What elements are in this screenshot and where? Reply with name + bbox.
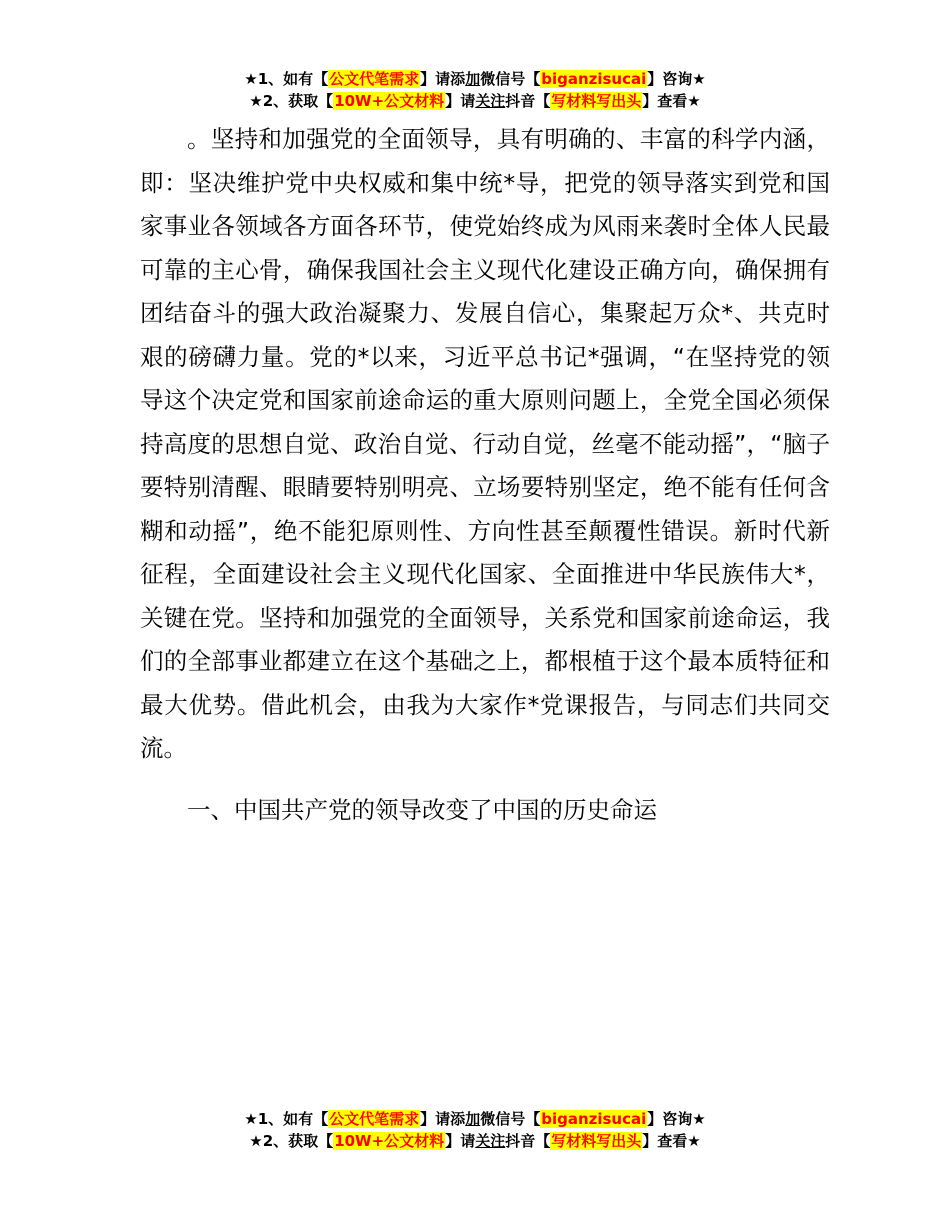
footer-banner-line-1	[0, 1108, 950, 1130]
header-line1-underlined: 加	[465, 70, 481, 88]
header-line2-underlined: 关注	[475, 92, 506, 110]
footer-line1-mid2: 微信号【	[480, 1110, 541, 1128]
footer-line1-prefix: ★1、如有【	[244, 1110, 329, 1128]
header-line1-prefix: ★1、如有【	[244, 70, 329, 88]
document-body	[140, 118, 830, 832]
section-heading: 一、中国共产党的领导改变了中国的历史命运	[187, 795, 657, 824]
header-line1-suffix: 】咨询★	[647, 70, 706, 88]
footer-banner	[0, 1108, 950, 1152]
footer-line2-mid2: 抖音【	[505, 1132, 551, 1150]
header-highlight-wechat-id: biganzisucai	[541, 70, 647, 88]
footer-line2-prefix: ★2、获取【	[249, 1132, 334, 1150]
footer-banner-line-2	[0, 1130, 950, 1152]
footer-highlight-wechat-id: biganzisucai	[541, 1110, 647, 1128]
footer-highlight-douyin: 写材料写出头	[551, 1132, 642, 1150]
footer-line2-suffix: 】查看★	[642, 1132, 701, 1150]
header-line2-suffix: 】查看★	[642, 92, 701, 110]
header-line2-mid2: 抖音【	[505, 92, 551, 110]
footer-line2-underlined: 关注	[475, 1132, 506, 1150]
footer-line2-mid1: 】请	[445, 1132, 476, 1150]
header-highlight-ghostwriting: 公文代笔需求	[329, 70, 420, 88]
header-banner-line-1	[0, 68, 950, 90]
header-highlight-materials: 10W+公文材料	[334, 92, 445, 110]
body-paragraph: 。坚持和加强党的全面领导，具有明确的、丰富的科学内涵，即：坚决维护党中央权威和集中统*导，把党的领导落实到党和国家事业各领域各方面各环节，使党始终成为风雨来袭时全体人民最可靠的主心骨，确保我国社会主义现代化建设正确方向，确保拥有团结奋斗的强大政治凝聚力、发展自信心，集聚起万众*、共克时艰的磅礴力量。党的*以来，习近平总书记*强调，“在坚持党的领导这个决定党和国家前途命运的重大原则问题上，全党全国必须保持高度的思想自觉、政治自觉、行动自觉，丝毫不能动摇”，“脑子要特别清醒、眼睛要特别明亮、立场要特别坚定，绝不能有任何含糊和动摇”，绝不能犯原则性、方向性甚至颠覆性错误。新时代新征程，全面建设社会主义现代化国家、全面推进中华民族伟大*，关键在党。坚持和加强党的全面领导，关系党和国家前途命运，我们的全部事业都建立在这个基础之上，都根植于这个最本质特征和最大优势。借此机会，由我为大家作*党课报告，与同志们共同交流。	[140, 125, 830, 762]
header-line2-prefix: ★2、获取【	[249, 92, 334, 110]
footer-line1-mid1: 】请添	[420, 1110, 466, 1128]
header-banner-line-2	[0, 90, 950, 112]
footer-highlight-ghostwriting: 公文代笔需求	[329, 1110, 420, 1128]
footer-line1-underlined: 加	[465, 1110, 481, 1128]
header-line1-mid1: 】请添	[420, 70, 466, 88]
header-highlight-douyin: 写材料写出头	[551, 92, 642, 110]
header-line2-mid1: 】请	[445, 92, 476, 110]
header-line1-mid2: 微信号【	[480, 70, 541, 88]
footer-line1-suffix: 】咨询★	[647, 1110, 706, 1128]
footer-highlight-materials: 10W+公文材料	[334, 1132, 445, 1150]
header-banner	[0, 68, 950, 112]
